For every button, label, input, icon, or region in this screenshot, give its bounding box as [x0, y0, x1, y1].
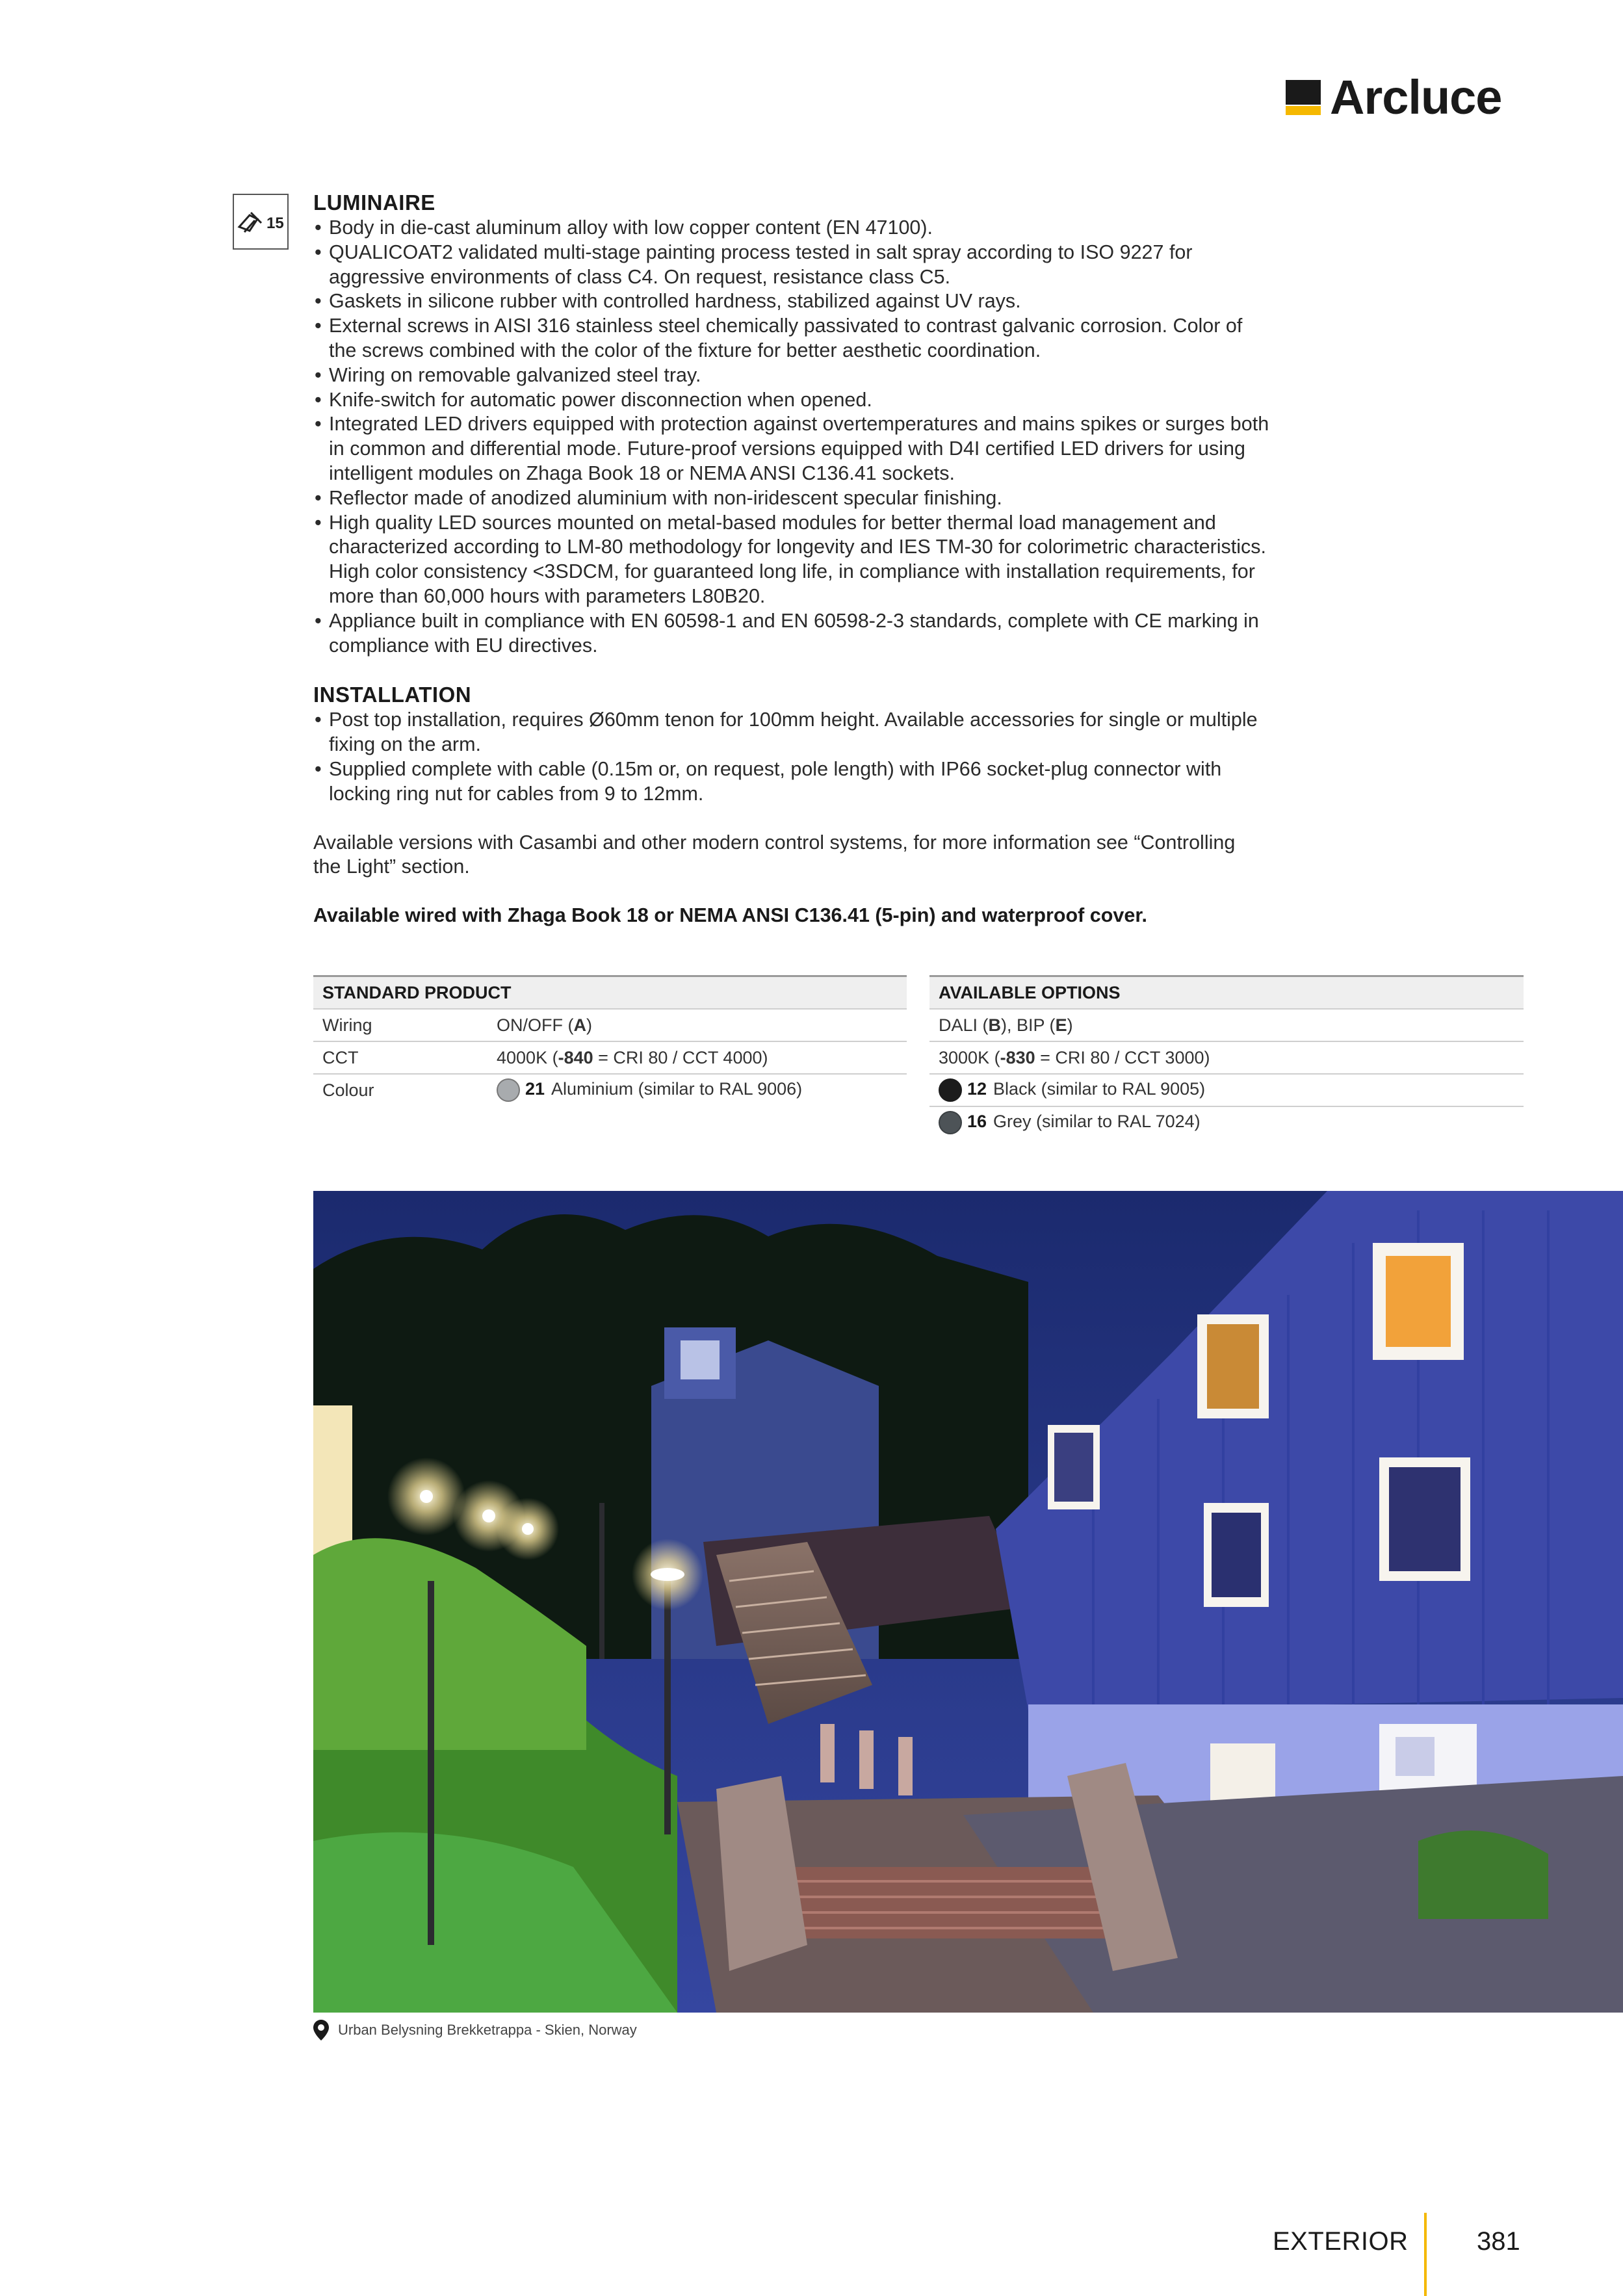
section-label: EXTERIOR — [1273, 2227, 1409, 2256]
available-options-header: AVAILABLE OPTIONS — [929, 976, 1524, 1010]
grey-swatch-icon — [939, 1111, 962, 1134]
black-swatch-icon — [939, 1078, 962, 1102]
table-row — [313, 1074, 907, 1106]
table-row — [929, 1074, 1524, 1106]
installation-heading: INSTALLATION — [313, 683, 472, 707]
location-pin-icon — [313, 2020, 329, 2041]
list-item: • Gaskets in silicone rubber with controlled hardness, stabilized against UV rays. — [313, 289, 1301, 314]
list-item: • Post top installation, requires Ø60mm tenon for 100mm height. Available accessories for single or multiple fixing on the arm. — [313, 708, 1301, 757]
brand-name: Arcluce — [1330, 70, 1502, 124]
standard-product-table — [313, 975, 907, 1106]
caption-text: Urban Belysning Brekketrappa - Skien, Norway — [338, 2022, 637, 2038]
row-value: 21 Aluminium (similar to RAL 9006) — [487, 1074, 907, 1106]
zhaga-note: Available wired with Zhaga Book 18 or NEMA ANSI C136.41 (5-pin) and waterproof cover. — [313, 904, 1147, 927]
control-note: Available versions with Casambi and other modern control systems, for more information see “Controlling the Light” section. — [313, 831, 1236, 878]
warranty-years-icon — [235, 203, 286, 240]
row-label: Colour — [322, 1080, 374, 1100]
list-item: • External screws in AISI 316 stainless steel chemically passivated to contrast galvanic corrosion. Color of the screws combined with the color of the fixture for better aesthetic coordination. — [313, 314, 1301, 363]
wiring-options: DALI (B), BIP (E) — [929, 1009, 1524, 1041]
list-item: • Knife-switch for automatic power disconnection when opened. — [313, 388, 1301, 413]
luminaire-list — [313, 216, 1301, 658]
installation-list — [313, 708, 1301, 806]
available-options-table — [929, 975, 1524, 1138]
logo-mark-icon — [1286, 80, 1321, 115]
aluminium-swatch-icon — [497, 1078, 520, 1102]
list-item: • Wiring on removable galvanized steel tray. — [313, 363, 1301, 388]
cct-options: 3000K (-830 = CRI 80 / CCT 3000) — [929, 1041, 1524, 1074]
list-item: • Supplied complete with cable (0.15m or, on request, pole length) with IP66 socket-plug connector with locking ring nut for cables from 9 to 12mm. — [313, 757, 1301, 807]
list-item: • Body in die-cast aluminum alloy with low copper content (EN 47100). — [313, 216, 1301, 241]
list-item: • QUALICOAT2 validated multi-stage painting process tested in salt spray according to ISO 9227 for aggressive environments of class C4. On request, resistance class C5. — [313, 241, 1301, 290]
photo-caption — [313, 2019, 637, 2041]
table-row — [313, 1041, 907, 1074]
colour-option: 16 Grey (similar to RAL 7024) — [929, 1106, 1524, 1138]
warranty-badge — [233, 194, 289, 250]
list-item: • High quality LED sources mounted on metal-based modules for better thermal load management and characterized according to LM-80 methodology for longevity and IES TM-30 for colorimetric characteristics. High color consistency <3SDCM, for guaranteed long life, in compliance with installation requirements, for more than 60,000 hours with parameters L80B20. — [313, 511, 1301, 609]
row-value: ON/OFF (A) — [487, 1009, 907, 1041]
installation-photo — [313, 1191, 1623, 2013]
colour-option: 12 Black (similar to RAL 9005) — [929, 1074, 1524, 1106]
spec-text — [313, 190, 1301, 928]
luminaire-heading: LUMINAIRE — [313, 190, 435, 215]
table-row — [929, 1041, 1524, 1074]
list-item: • Integrated LED drivers equipped with protection against overtemperatures and mains spikes or surges both in common and differential mode. Future-proof versions equipped with D4I certified LED drivers for using intelligent modules on Zhaga Book 18 or NEMA ANSI C136.41 sockets. — [313, 412, 1301, 486]
standard-product-header: STANDARD PRODUCT — [313, 976, 907, 1010]
table-row — [929, 1106, 1524, 1138]
warranty-years-text: 15 — [266, 215, 284, 232]
row-label: Wiring — [313, 1009, 487, 1041]
page-number: 381 — [1477, 2227, 1520, 2256]
footer-divider — [1424, 2213, 1427, 2296]
row-value: 4000K (-840 = CRI 80 / CCT 4000) — [487, 1041, 907, 1074]
row-label: CCT — [313, 1041, 487, 1074]
brand-logo — [1286, 70, 1502, 124]
table-row — [929, 1009, 1524, 1041]
night-staircase-image — [313, 1191, 1623, 2013]
list-item: • Appliance built in compliance with EN 60598-1 and EN 60598-2-3 standards, complete with CE marking in compliance with EU directives. — [313, 609, 1301, 659]
table-row — [313, 1009, 907, 1041]
list-item: • Reflector made of anodized aluminium with non-iridescent specular finishing. — [313, 486, 1301, 511]
